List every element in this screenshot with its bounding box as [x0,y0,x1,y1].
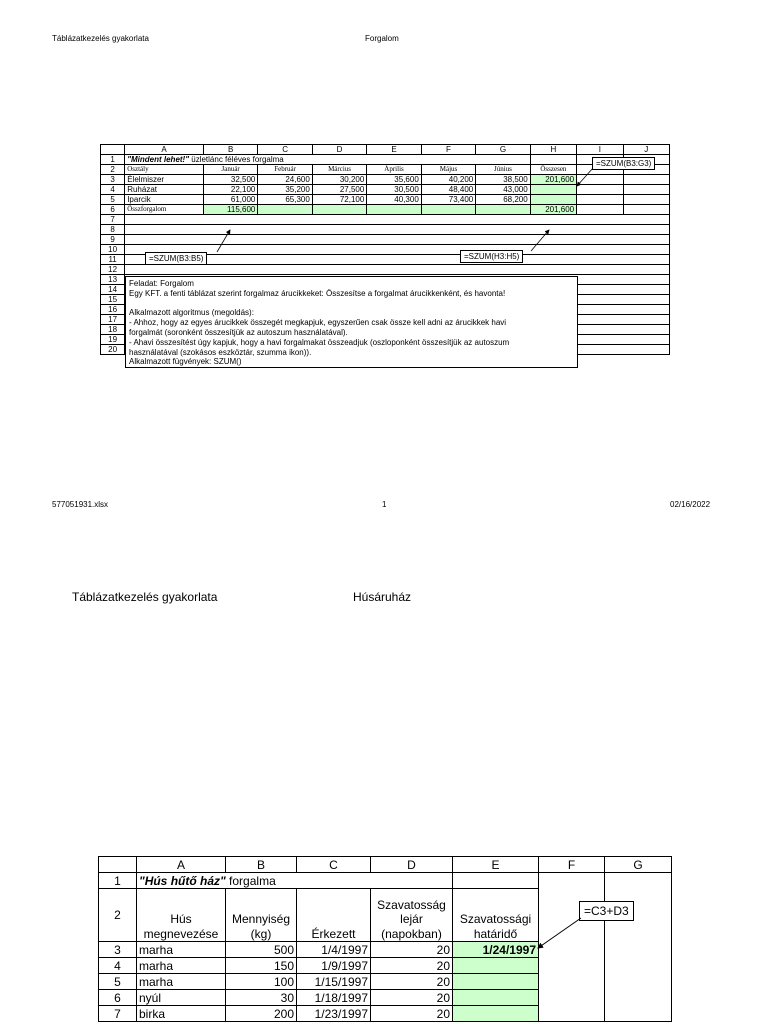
cell[interactable]: 30,500 [367,185,421,195]
row-number[interactable]: 11 [101,255,125,265]
sheet-title-rest: üzletlánc féléves forgalma [189,154,284,164]
row-number[interactable]: 6 [101,205,125,215]
task-line: Feladat: Forgalom [129,279,194,288]
cell[interactable]: 20 [371,1006,453,1022]
column-header[interactable]: B [226,857,297,873]
column-header[interactable]: A [137,857,226,873]
row-number[interactable]: 20 [101,345,125,355]
row-number[interactable]: 7 [101,215,125,225]
cell[interactable]: 22,100 [203,185,257,195]
column-header[interactable]: F [539,857,605,873]
cell[interactable]: 500 [226,942,297,958]
formula-callout-h6: =SZUM(H3:H5) [460,250,523,263]
cell[interactable]: 35,600 [367,175,421,185]
cell[interactable]: 150 [226,958,297,974]
row-number[interactable]: 8 [101,225,125,235]
cell[interactable]: 35,200 [258,185,312,195]
row-number[interactable]: 1 [99,873,137,889]
formula-callout-b6: =SZUM(B3:B5) [145,252,207,265]
cell[interactable]: 30,200 [312,175,366,185]
sheet-title-rest: forgalma [225,873,276,888]
page2-header-center: Húsáruház [353,590,412,604]
cell[interactable]: nyúl [137,990,226,1006]
cell[interactable]: Iparcik [125,195,204,205]
total-cell[interactable]: 201,600 [530,175,576,185]
row-number[interactable]: 13 [101,275,125,285]
task-line: Alkalmazott fügvények: SZUM() [129,357,242,367]
header-cell[interactable]: Február [258,165,312,175]
arrow-e3 [538,918,581,948]
page-footer-center: 1 [382,500,387,509]
header-cell[interactable]: Január [203,165,257,175]
cell[interactable]: 40,200 [421,175,475,185]
cell[interactable]: 32,500 [203,175,257,185]
cell[interactable]: 68,200 [476,195,530,205]
row-number[interactable]: 19 [101,335,125,345]
header-cell[interactable]: Érkezett [297,889,371,942]
row-number[interactable]: 4 [99,958,137,974]
header-cell[interactable]: Április [367,165,421,175]
cell[interactable]: 1/23/1997 [297,1006,371,1022]
row-number[interactable]: 12 [101,265,125,275]
task-line: Egy KFT. a fenti táblázat szerint forgalmaz árucikkeket: Összesítse a forgalmat árucikkenként, és havonta! [129,288,506,298]
cell[interactable]: 65,300 [258,195,312,205]
header-cell[interactable]: Szavatossági határidő [453,889,539,942]
column-header[interactable]: C [258,145,312,155]
cell[interactable]: marha [137,942,226,958]
column-header[interactable]: A [125,145,204,155]
cell[interactable]: 24,600 [258,175,312,185]
task-line: használatával (szokásos eszköztár, szumma ikon)). [129,347,312,357]
cell[interactable]: 40,300 [367,195,421,205]
page-header-left: Táblázatkezelés gyakorlata [52,34,149,43]
cell[interactable]: marha [137,958,226,974]
deadline-cell[interactable]: 1/24/1997 [453,942,539,958]
sheet-title-italic: "Mindent lehet!" [127,154,190,164]
column-header[interactable]: C [297,857,371,873]
cell[interactable]: 61,000 [203,195,257,205]
column-header[interactable]: E [453,857,539,873]
arrow-h3 [577,168,593,186]
grand-total-cell[interactable]: 201,600 [530,205,576,215]
row-number[interactable]: 7 [99,1006,137,1022]
sum-cell[interactable]: 115,600 [203,205,257,215]
cell[interactable]: 30 [226,990,297,1006]
cell[interactable]: Ruházat [125,185,204,195]
cell[interactable]: 200 [226,1006,297,1022]
cell[interactable]: 100 [226,974,297,990]
cell[interactable]: marha [137,974,226,990]
row-number[interactable]: 10 [101,245,125,255]
cell[interactable]: 72,100 [312,195,366,205]
row-number[interactable]: 14 [101,285,125,295]
task-line: forgalmát (soronként összesítjük az autoszum használatával). [129,327,348,337]
row-number[interactable]: 4 [101,185,125,195]
cell[interactable]: 1/4/1997 [297,942,371,958]
header-cell[interactable]: Hús megnevezése [137,889,226,942]
column-header[interactable]: B [203,145,257,155]
cell[interactable]: 43,000 [476,185,530,195]
cell[interactable]: 73,400 [421,195,475,205]
page2-header-left: Táblázatkezelés gyakorlata [72,590,218,604]
task-line: Alkalmazott algoritmus (megoldás): [129,308,254,318]
task-line: - Ahavi összesítést úgy kapjuk, hogy a havi forgalmakat összeadjuk (oszloponként összesítjük az autoszum [129,337,510,347]
cell[interactable]: 20 [371,990,453,1006]
column-header[interactable]: D [371,857,453,873]
column-header[interactable]: G [476,145,530,155]
header-cell[interactable]: Mennyiség (kg) [226,889,297,942]
arrow-b6 [217,230,230,252]
row-number[interactable]: 3 [101,175,125,185]
cell[interactable]: 27,500 [312,185,366,195]
formula-callout-e3: =C3+D3 [579,901,634,921]
row-number[interactable]: 5 [101,195,125,205]
page-footer-right: 02/16/2022 [670,500,711,509]
cell[interactable]: Élelmiszer [125,175,204,185]
cell[interactable]: 20 [371,958,453,974]
row-number[interactable]: 6 [99,990,137,1006]
formula-callout-h3: =SZUM(B3:G3) [592,157,655,170]
column-header[interactable]: H [530,145,576,155]
row-number[interactable]: 9 [101,235,125,245]
header-cell[interactable]: Május [421,165,475,175]
cell[interactable]: 20 [371,974,453,990]
column-header[interactable]: F [421,145,475,155]
column-header[interactable]: I [577,145,623,155]
header-cell[interactable]: Június [476,165,530,175]
cell[interactable]: 20 [371,942,453,958]
cell[interactable]: 1/18/1997 [297,990,371,1006]
column-header[interactable]: J [623,145,669,155]
row-number[interactable]: 3 [99,942,137,958]
cell[interactable]: 1/15/1997 [297,974,371,990]
cell[interactable]: 1/9/1997 [297,958,371,974]
row-number[interactable]: 2 [99,889,137,942]
cell[interactable]: 38,500 [476,175,530,185]
page-header-center: Forgalom [365,34,399,43]
cell[interactable]: 48,400 [421,185,475,195]
row-number[interactable]: 1 [101,155,125,165]
header-cell[interactable]: Összesen [530,165,576,175]
page-footer-left: 577051931.xlsx [52,500,109,509]
row-number[interactable]: 5 [99,974,137,990]
arrow-h6 [531,230,549,251]
sum-row-label[interactable]: Összforgalom [125,205,204,215]
row-number[interactable]: 16 [101,305,125,315]
column-header[interactable]: G [605,857,672,873]
row-number[interactable]: 15 [101,295,125,305]
column-header[interactable]: E [367,145,421,155]
row-number[interactable]: 2 [101,165,125,175]
task-line: - Ahhoz, hogy az egyes árucikkek összegét megkapjuk, egyszerűen csak össze kell adni az árucikkek havi [129,318,507,328]
cell[interactable]: birka [137,1006,226,1022]
row-number[interactable]: 18 [101,325,125,335]
column-header[interactable]: D [312,145,366,155]
row-number[interactable]: 17 [101,315,125,325]
header-cell[interactable]: Március [312,165,366,175]
sheet-title-italic: "Hús hűtő ház" [139,873,226,888]
header-cell[interactable]: Szavatosság lejár (napokban) [371,889,453,942]
header-cell[interactable]: Osztály [125,165,204,175]
